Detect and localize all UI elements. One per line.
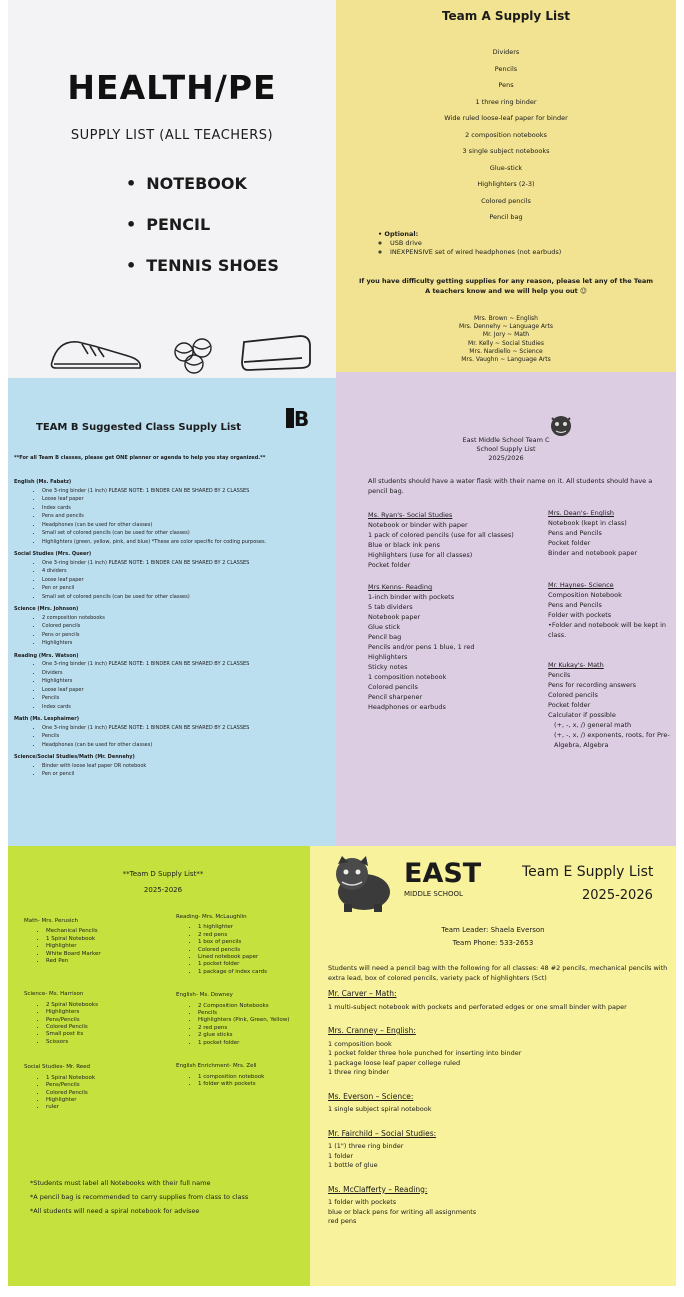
section-heading: Science- Ms. Harrison xyxy=(24,991,84,998)
list-item: Highlighters (use for all classes) xyxy=(368,551,473,559)
list-item: • ruler xyxy=(46,1104,174,1111)
list-item: • 2 red pens xyxy=(198,1025,316,1032)
list-item: • 4 dividers xyxy=(42,567,339,576)
list-item: 1 folder with pockets xyxy=(328,1198,397,1206)
section-heading: English- Ms. Downey xyxy=(176,992,233,999)
team-e-year: 2025-2026 xyxy=(582,888,653,903)
list-item: • Highlighter xyxy=(46,1097,174,1104)
section-heading: Reading- Mrs. McLaughlin xyxy=(176,914,247,920)
team-b-flyer xyxy=(8,378,346,846)
section-heading: Ms. Ryan's- Social Studies xyxy=(368,511,453,519)
list-item: 1 single subject spiral notebook xyxy=(328,1105,432,1113)
list-item: 3 single subject notebooks xyxy=(462,147,550,155)
section-heading: Reading (Mrs. Watson) xyxy=(14,652,79,659)
team-a-flyer xyxy=(336,0,676,378)
team-e-flyer xyxy=(310,846,676,1286)
list-item: Pocket folder xyxy=(548,539,591,547)
list-item: • One 3-ring binder (1 inch) PLEASE NOTE: 1 BINDER CAN BE SHARED BY 2 CLASSES xyxy=(42,487,339,496)
team-a-list xyxy=(336,44,676,226)
team-d-notes xyxy=(30,1176,248,1218)
school-subtitle: MIDDLE SCHOOL xyxy=(404,890,463,898)
note-line: *All students will need a spiral notebook for advisee xyxy=(30,1207,200,1215)
list-item: Pocket folder xyxy=(548,701,591,709)
list-item: • Pencils xyxy=(42,732,339,741)
list-item: • Small set of colored pencils (can be used for other classes) xyxy=(42,593,339,602)
list-item: • 2 Composition Notebooks xyxy=(198,1003,316,1010)
list-item: • 2 Spiral Notebooks xyxy=(46,1002,174,1009)
list-item: • Binder with loose leaf paper OR notebook xyxy=(42,762,339,771)
list-item: Glue-stick xyxy=(489,163,523,172)
section-heading: Math- Mrs. Perusich xyxy=(24,918,79,924)
list-item: • Pens and pencils xyxy=(42,512,339,521)
list-item: • Highlighters xyxy=(46,1009,174,1016)
list-item: • Loose leaf paper xyxy=(42,686,339,695)
list-item: • Pens or pencils xyxy=(42,631,339,640)
list-item: 1 three ring binder xyxy=(475,97,537,106)
team-d-title: **Team D Supply List** xyxy=(122,870,204,878)
list-item: • White Board Marker xyxy=(46,951,174,958)
list-item: • Colored Pencils xyxy=(46,1090,174,1097)
list-item: Notebook or binder with paper xyxy=(368,521,468,529)
balls-icon xyxy=(175,339,211,373)
list-item: • Small post its xyxy=(46,1031,174,1038)
list-item: Highlighters xyxy=(368,653,408,661)
section-heading: Social Studies (Mrs. Queer) xyxy=(14,551,92,557)
list-item: Pens for recording answers xyxy=(548,681,637,689)
list-item: • One 3-ring binder (1 inch) PLEASE NOTE: 1 BINDER CAN BE SHARED BY 2 CLASSES xyxy=(42,724,339,733)
list-item: blue or black pens for writing all assignments xyxy=(328,1207,477,1216)
note-line: *Students must label all Notebooks with their full name xyxy=(30,1179,211,1187)
list-item: 1 three ring binder xyxy=(328,1068,390,1076)
list-item: Colored pencils xyxy=(368,683,418,691)
list-item: • 2 glue sticks xyxy=(198,1032,316,1039)
team-d-year: 2025-2026 xyxy=(143,886,183,894)
section-heading: Science/Social Studies/Math (Mr. Dennehy) xyxy=(14,754,135,760)
list-item: • 2 red pens xyxy=(198,932,316,939)
list-item: • Highlighters (Pink, Green, Yellow) xyxy=(198,1017,316,1024)
team-a-teachers xyxy=(336,315,676,364)
list-item: • Highlighters xyxy=(42,677,339,686)
section-heading: Mrs. Dean's- English xyxy=(548,509,614,517)
list-item: • Index cards xyxy=(42,703,339,712)
list-item: • Highlighters xyxy=(42,639,339,648)
list-item: • 1 composition notebook xyxy=(198,1074,316,1081)
list-item: • Pen or pencil xyxy=(42,770,339,779)
section-heading: Social Studies- Mr. Reed xyxy=(24,1064,91,1071)
list-item: Highlighters (2-3) xyxy=(477,180,535,188)
list-item: • 1 pocket folder xyxy=(198,961,316,968)
list-item: • Dividers xyxy=(42,669,339,678)
list-item: 1 composition book xyxy=(328,1039,392,1048)
team-leader: Team Leader: Shaela Everson xyxy=(441,926,545,934)
list-item: • Pens/Pencils xyxy=(46,1082,174,1089)
list-item: • Lined notebook paper xyxy=(198,954,316,961)
list-item: 1-inch binder with pockets xyxy=(368,593,455,601)
list-item: Wide ruled loose-leaf paper for binder xyxy=(444,114,568,122)
team-b-logo xyxy=(286,408,314,428)
team-c-flyer xyxy=(336,372,676,848)
list-item: Pencil sharpener xyxy=(368,693,423,701)
list-item: Colored pencils xyxy=(548,691,598,699)
sports-illustration xyxy=(48,322,318,378)
list-item: • 1 highlighter xyxy=(198,924,316,931)
health-pe-title: HEALTH/PE xyxy=(67,68,277,107)
list-item: 1 package loose leaf paper college ruled xyxy=(328,1058,461,1067)
mascot-icon xyxy=(548,412,574,438)
list-item: • 1 pocket folder xyxy=(198,1040,316,1047)
list-item: Folder with pockets xyxy=(548,611,612,619)
list-item: Pencils xyxy=(494,64,518,73)
health-pe-flyer xyxy=(8,0,336,388)
list-item: Notebook paper xyxy=(368,613,421,621)
teacher-line: Mr. Jory ~ Math xyxy=(482,331,530,339)
team-d-header xyxy=(8,866,318,898)
teacher-line: Mr. Kelly ~ Social Studies xyxy=(468,339,544,347)
list-item: •Folder and notebook will be kept in class. xyxy=(548,621,667,639)
team-e-sections xyxy=(328,964,672,1227)
list-item: • One 3-ring binder (1 inch) PLEASE NOTE: 1 BINDER CAN BE SHARED BY 2 CLASSES xyxy=(42,660,339,669)
list-item: Glue stick xyxy=(368,623,401,631)
team-b-intro: **For all Team B classes, please get ONE planner or agenda to help you stay organized.** xyxy=(14,455,266,461)
team-a-title: Team A Supply List xyxy=(441,9,571,23)
team-e-intro: Students will need a pencil bag with the following for all classes: 48 #2 pencils, mechanical pencils with extra lead, box of colored pencils, variety pack of highlighters (5ct) xyxy=(328,964,668,982)
section-heading: Ms. McClafferty – Reading: xyxy=(328,1184,428,1194)
list-item: • Pens/Pencils xyxy=(46,1017,174,1024)
section-heading: Mrs. Cranney – English: xyxy=(328,1026,416,1035)
list-item: 1 bottle of glue xyxy=(328,1161,378,1169)
section-heading: English Enrichment- Mrs. Zell xyxy=(176,1063,257,1070)
team-c-header xyxy=(336,436,676,463)
list-item: • One 3-ring binder (1 inch) PLEASE NOTE: 1 BINDER CAN BE SHARED BY 2 CLASSES xyxy=(42,559,339,568)
list-item: • Mechanical Pencils xyxy=(46,928,174,935)
team-b-title: TEAM B Suggested Class Supply List xyxy=(36,422,241,433)
list-item: • Loose leaf paper xyxy=(42,576,339,585)
list-item: Pencil bag xyxy=(368,633,402,641)
list-item: Binder and notebook paper xyxy=(548,549,638,557)
list-item: • Pencils xyxy=(198,1010,316,1017)
list-item: 1 composition notebook xyxy=(368,673,447,681)
list-item: • Scissors xyxy=(46,1039,174,1046)
list-item: 1 pack of colored pencils (use for all classes) xyxy=(368,531,514,539)
list-item: • Headphones (can be used for other classes) xyxy=(42,521,339,530)
teacher-line: Mrs. Nardiello ~ Science xyxy=(469,347,543,355)
list-item: Pens and Pencils xyxy=(548,529,602,537)
list-item: • 2 composition notebooks xyxy=(42,614,339,623)
team-c-left-column xyxy=(368,510,548,712)
teacher-line: Mrs. Vaughn ~ Language Arts xyxy=(461,356,551,364)
list-item: • 1 Spiral Notebook xyxy=(46,1075,174,1082)
list-item: • Red Pen xyxy=(46,958,174,965)
list-item: Blue or black ink pens xyxy=(368,541,440,549)
team-a-optional: • Optional: ◦ USB drive ◦ INEXPENSIVE set of wired headphones (not earbuds) xyxy=(378,230,561,257)
section-heading: Mr. Fairchild – Social Studies: xyxy=(328,1128,437,1138)
team-a-note: If you have difficulty getting supplies for any reason, please let any of the Team A teachers know and we will help you out ☺ xyxy=(358,277,654,295)
list-item: 1 multi-subject notebook with pockets and perforated edges or one small binder with paper xyxy=(328,1002,627,1011)
team-b-sections xyxy=(14,474,339,779)
book-icon xyxy=(242,336,310,370)
school-name: EAST xyxy=(404,858,482,889)
health-pe-list xyxy=(126,174,279,297)
section-heading: Mr Kukay's- Math xyxy=(548,661,604,669)
list-item: • 1 folder with pockets xyxy=(198,1081,316,1088)
list-item: • Colored pencils xyxy=(198,947,316,954)
list-item: red pens xyxy=(328,1217,357,1225)
sneaker-icon xyxy=(52,342,141,368)
list-item: Pocket folder xyxy=(368,561,411,569)
list-item: • Pencils xyxy=(42,694,339,703)
header-line: School Supply List xyxy=(476,445,536,453)
note-line: *A pencil bag is recommended to carry supplies from class to class xyxy=(30,1193,249,1201)
section-heading: Mr. Carver – Math: xyxy=(328,989,397,998)
list-item: • Highlighters (green, yellow, pink, and blue) *These are color specific for coding purposes. xyxy=(42,538,339,547)
teacher-line: Mrs. Brown ~ English xyxy=(474,315,538,322)
list-item: Pencil bag xyxy=(489,213,523,221)
team-d-flyer xyxy=(8,846,318,1286)
list-item: Composition Notebook xyxy=(548,591,622,599)
list-item: • Colored pencils xyxy=(42,622,339,631)
list-item: • Highlighter xyxy=(46,943,174,950)
section-heading: Mr. Haynes- Science xyxy=(548,581,614,589)
list-item: Notebook (kept in class) xyxy=(548,519,627,527)
team-d-right-column xyxy=(176,914,316,1088)
list-item: 1 folder xyxy=(328,1151,354,1160)
section-heading: English (Ms. Fabatz) xyxy=(14,479,72,485)
team-d-left-column xyxy=(24,918,174,1112)
list-item: 5 tab dividers xyxy=(368,603,413,611)
header-line: East Middle School Team C xyxy=(462,436,550,444)
team-b-logo-letter: B xyxy=(294,408,310,428)
list-item: ◦ USB drive xyxy=(390,239,561,248)
list-item: 2 composition notebooks xyxy=(465,130,547,139)
list-item: • 1 Spiral Notebook xyxy=(46,936,174,943)
list-item: Colored pencils xyxy=(481,196,531,205)
list-item: Pencils and/or pens 1 blue, 1 red xyxy=(368,643,475,651)
list-item: Pens xyxy=(498,81,514,89)
list-item: • Headphones (can be used for other classes) xyxy=(42,741,339,750)
list-item: • Small set of colored pencils (can be used for other classes) xyxy=(42,529,339,538)
header-line: 2025/2026 xyxy=(488,454,524,462)
team-c-right-column xyxy=(548,508,672,750)
list-item: • Colored Pencils xyxy=(46,1024,174,1031)
list-item: • Loose leaf paper xyxy=(42,495,339,504)
list-item: • 1 box of pencils xyxy=(198,939,316,946)
list-item: (+, -, x, /) general math xyxy=(554,721,632,729)
list-item: • Index cards xyxy=(42,504,339,513)
section-heading: Mrs Kenns- Reading xyxy=(368,583,433,591)
section-heading: Ms. Everson – Science: xyxy=(328,1091,414,1101)
list-item: Calculator if possible xyxy=(548,711,616,719)
list-item: • NOTEBOOK xyxy=(126,174,279,193)
list-item: Pencils xyxy=(548,671,571,679)
list-item: 1 (1") three ring binder xyxy=(328,1142,404,1150)
section-heading: Science (Mrs. Johnson) xyxy=(14,606,79,612)
teacher-line: Mrs. Dennehy ~ Language Arts xyxy=(459,323,553,331)
team-phone: Team Phone: 533-2653 xyxy=(452,939,534,947)
list-item: • PENCIL xyxy=(126,215,279,234)
team-e-title: Team E Supply List xyxy=(522,864,654,880)
list-item: ◦ INEXPENSIVE set of wired headphones (not earbuds) xyxy=(390,248,561,257)
bulldog-mascot-icon xyxy=(330,852,398,914)
list-item: • TENNIS SHOES xyxy=(126,256,279,275)
list-item: Sticky notes xyxy=(368,663,408,671)
list-item: Headphones or earbuds xyxy=(368,703,446,711)
list-item: 1 pocket folder three hole punched for inserting into binder xyxy=(328,1049,522,1057)
list-item: (+, -, x, /) exponents, roots, for Pre-Algebra, Algebra xyxy=(554,731,670,749)
section-heading: Math (Ms. Lesphaimer) xyxy=(14,716,80,722)
list-item: • 1 package of index cards xyxy=(198,969,316,976)
team-e-contact xyxy=(310,924,676,950)
team-c-intro: All students should have a water flask with their name on it. All students should have a pencil bag. xyxy=(368,477,653,495)
health-pe-subtitle: SUPPLY LIST (ALL TEACHERS) xyxy=(70,128,274,143)
optional-label: Optional: xyxy=(384,230,419,238)
list-item: Pens and Pencils xyxy=(548,601,602,609)
list-item: Dividers xyxy=(492,48,520,56)
list-item: • Pen or pencil xyxy=(42,584,339,593)
